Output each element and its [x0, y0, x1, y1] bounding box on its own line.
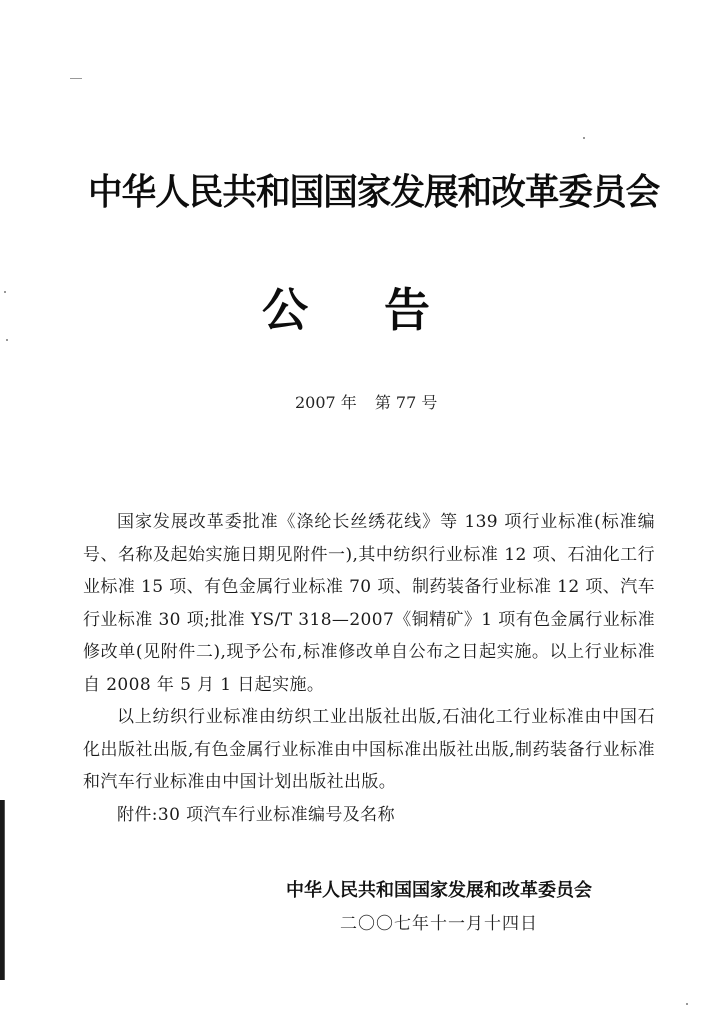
document-issue: 第 77 号 [374, 393, 438, 412]
announcement-body [83, 506, 655, 831]
signature-date: 二〇〇七年十一月十四日 [340, 914, 538, 934]
scan-speck [6, 339, 8, 341]
scan-speck [686, 1003, 688, 1005]
issuing-authority: 中华人民共和国国家发展和改革委员会 [88, 172, 660, 213]
document-title [262, 280, 430, 340]
body-paragraph: 以上纺织行业标准由纺织工业出版社出版,石油化工行业标准由中国石化出版社出版,有色金属行业标准由中国标准出版社出版,制药装备行业标准和汽车行业标准由中国计划出版社出版。 [83, 707, 655, 792]
attachment-line: 附件:30 项汽车行业标准编号及名称 [117, 804, 395, 825]
scan-mark [70, 78, 82, 79]
scan-speck [583, 137, 585, 139]
document-number [295, 392, 437, 414]
scan-speck [4, 291, 6, 293]
body-paragraph: 国家发展改革委批准《涤纶长丝绣花线》等 139 项行业标准(标准编号、名称及起始实施日期见附件一),其中纺织行业标准 12 项、石油化工行业标准 15 项、有色金属行业标准 70 项、制药装备行业标准 12 项、汽车行业标准 30 项;批准 YS/T 318—2007《铜精矿》1 项有色金属行业标准修改单(见附件二),现予公布,标准修改单自公布之日起实施。以上行业标准自 2008 年 5 月 1 日起实施。 [83, 512, 655, 695]
binding-edge [0, 800, 8, 980]
title-char: 告 [384, 283, 430, 337]
document-year: 2007 年 [295, 393, 357, 412]
signature-authority: 中华人民共和国国家发展和改革委员会 [286, 880, 592, 901]
title-char: 公 [262, 283, 308, 337]
